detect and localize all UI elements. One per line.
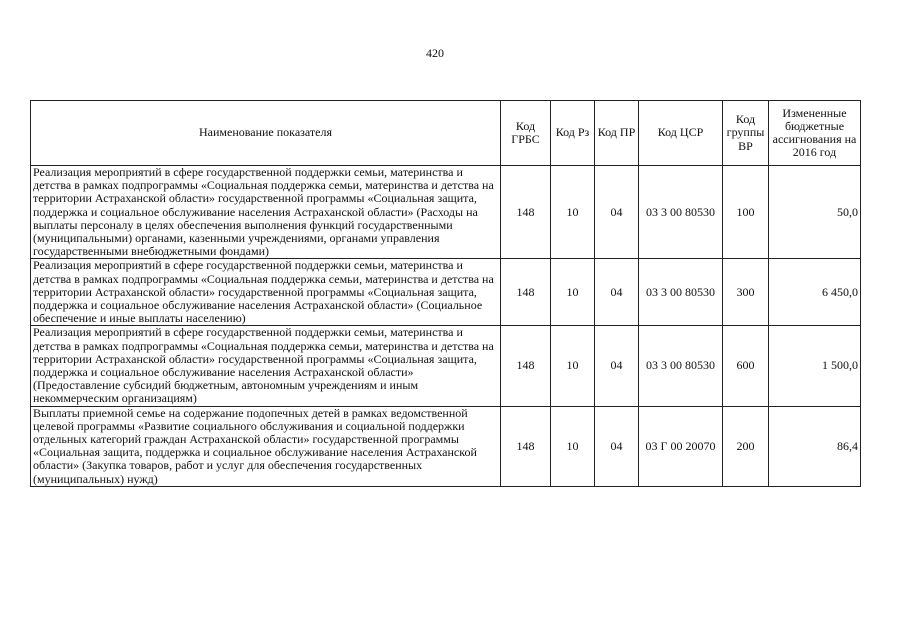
budget-table: [30, 100, 861, 487]
row-amount: 86,4: [769, 406, 861, 486]
table-row: [31, 259, 861, 326]
row-csr: 03 3 00 80530: [639, 166, 723, 259]
row-name: Выплаты приемной семье на содержание подопечных детей в рамках ведомственной целевой программы «Развитие социального обслуживания и социальной поддержки отдельных категорий граждан Астраханской области» государственной программы «Социальная защита, поддержка и социальное обслуживание населения Астраханской области» (Закупка товаров, работ и услуг для обеспечения государственных (муниципальных) нужд): [31, 406, 501, 486]
row-pr: 04: [595, 259, 639, 326]
header-pr: Код ПР: [595, 101, 639, 166]
page-number: 420: [426, 46, 444, 60]
row-name: Реализация мероприятий в сфере государственной поддержки семьи, материнства и детства в рамках подпрограммы «Социальная поддержка семьи, материнства и детства на территории Астраханской области» государственной программы «Социальная защита, поддержка и социальное обслуживание населения Астраханской области» (Социальное обеспечение и иные выплаты населению): [31, 259, 501, 326]
row-amount: 6 450,0: [769, 259, 861, 326]
header-csr: Код ЦСР: [639, 101, 723, 166]
table-header-row: [31, 101, 861, 166]
header-vr: Код группы ВР: [723, 101, 769, 166]
row-rz: 10: [551, 326, 595, 406]
row-grbs: 148: [501, 406, 551, 486]
header-grbs: Код ГРБС: [501, 101, 551, 166]
row-amount: 50,0: [769, 166, 861, 259]
row-vr: 100: [723, 166, 769, 259]
header-amount: Измененные бюджетные ассигнования на 2016 год: [769, 101, 861, 166]
row-pr: 04: [595, 326, 639, 406]
row-pr: 04: [595, 406, 639, 486]
row-rz: 10: [551, 406, 595, 486]
row-csr: 03 3 00 80530: [639, 259, 723, 326]
row-vr: 600: [723, 326, 769, 406]
row-grbs: 148: [501, 259, 551, 326]
table-row: [31, 406, 861, 486]
table-row: [31, 326, 861, 406]
row-rz: 10: [551, 166, 595, 259]
row-pr: 04: [595, 166, 639, 259]
row-grbs: 148: [501, 166, 551, 259]
row-vr: 300: [723, 259, 769, 326]
row-vr: 200: [723, 406, 769, 486]
row-amount: 1 500,0: [769, 326, 861, 406]
row-grbs: 148: [501, 326, 551, 406]
row-name: Реализация мероприятий в сфере государственной поддержки семьи, материнства и детства в рамках подпрограммы «Социальная поддержка семьи, материнства и детства на территории Астраханской области» государственной программы «Социальная защита, поддержка и социальное обслуживание населения Астраханской области» (Расходы на выплаты персоналу в целях обеспечения выполнения функций государственными (муниципальными) органами, казенными учреждениями, органами управления государственными внебюджетными фондами): [31, 166, 501, 259]
row-csr: 03 Г 00 20070: [639, 406, 723, 486]
row-csr: 03 3 00 80530: [639, 326, 723, 406]
table-row: [31, 166, 861, 259]
row-name: Реализация мероприятий в сфере государственной поддержки семьи, материнства и детства в рамках подпрограммы «Социальная поддержка семьи, материнства и детства на территории Астраханской области» государственной программы «Социальная защита, поддержка и социальное обслуживание населения Астраханской области» (Предоставление субсидий бюджетным, автономным учреждениям и иным некоммерческим организациям): [31, 326, 501, 406]
header-rz: Код Рз: [551, 101, 595, 166]
header-name: Наименование показателя: [31, 101, 501, 166]
row-rz: 10: [551, 259, 595, 326]
